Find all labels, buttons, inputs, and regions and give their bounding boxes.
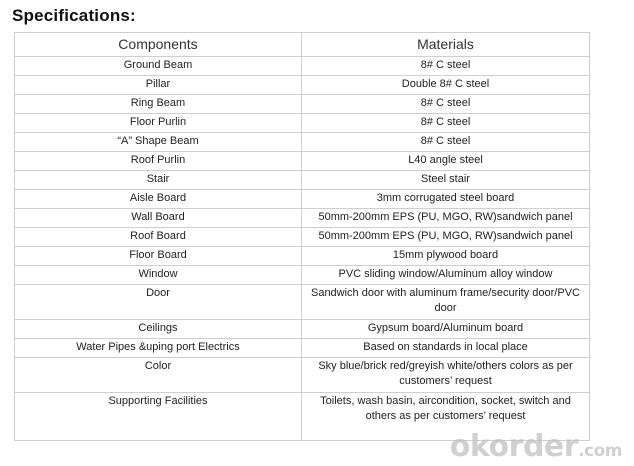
component-cell: Supporting Facilities [15,393,302,441]
component-cell: Aisle Board [15,190,302,209]
component-cell: Color [15,358,302,393]
watermark-tld: .com [578,441,622,461]
material-cell: 50mm-200mm EPS (PU, MGO, RW)sandwich panel [302,228,590,247]
component-cell: Ring Beam [15,95,302,114]
table-row [15,358,590,393]
watermark-name: okorder [449,429,579,464]
material-cell: Sky blue/brick red/greyish white/others colors as per customers’ request [302,358,590,393]
table-row [15,76,590,95]
column-header-components: Components [15,33,302,57]
table-row [15,266,590,285]
material-cell: L40 angle steel [302,152,590,171]
table-row [15,247,590,266]
table-row [15,209,590,228]
component-cell: Floor Board [15,247,302,266]
column-header-materials: Materials [302,33,590,57]
material-cell: Toilets, wash basin, aircondition, socket, switch and others as per customers’ request [302,393,590,441]
component-cell: Ground Beam [15,57,302,76]
component-cell: Roof Purlin [15,152,302,171]
material-cell: Double 8# C steel [302,76,590,95]
material-cell: 50mm-200mm EPS (PU, MGO, RW)sandwich panel [302,209,590,228]
component-cell: Wall Board [15,209,302,228]
table-row [15,190,590,209]
material-cell: PVC sliding window/Aluminum alloy window [302,266,590,285]
material-cell: Sandwich door with aluminum frame/security door/PVC door [302,285,590,320]
table-row [15,95,590,114]
specifications-table [14,32,590,441]
okorder-watermark [449,429,622,464]
component-cell: Ceilings [15,320,302,339]
table-row [15,320,590,339]
material-cell: 8# C steel [302,57,590,76]
table-header-row [15,33,590,57]
component-cell: Door [15,285,302,320]
component-cell: Pillar [15,76,302,95]
material-cell: Gypsum board/Aluminum board [302,320,590,339]
component-cell: Water Pipes &uping port Electrics [15,339,302,358]
table-row [15,152,590,171]
component-cell: “A” Shape Beam [15,133,302,152]
material-cell: 8# C steel [302,95,590,114]
table-row [15,133,590,152]
component-cell: Roof Board [15,228,302,247]
component-cell: Window [15,266,302,285]
material-cell: 8# C steel [302,133,590,152]
table-row [15,228,590,247]
component-cell: Floor Purlin [15,114,302,133]
component-cell: Stair [15,171,302,190]
material-cell: 8# C steel [302,114,590,133]
table-row [15,339,590,358]
table-row [15,57,590,76]
table-row [15,171,590,190]
material-cell: Steel stair [302,171,590,190]
table-row [15,285,590,320]
page-title: Specifications: [12,6,136,25]
material-cell: 3mm corrugated steel board [302,190,590,209]
material-cell: Based on standards in local place [302,339,590,358]
table-row [15,114,590,133]
material-cell: 15mm plywood board [302,247,590,266]
